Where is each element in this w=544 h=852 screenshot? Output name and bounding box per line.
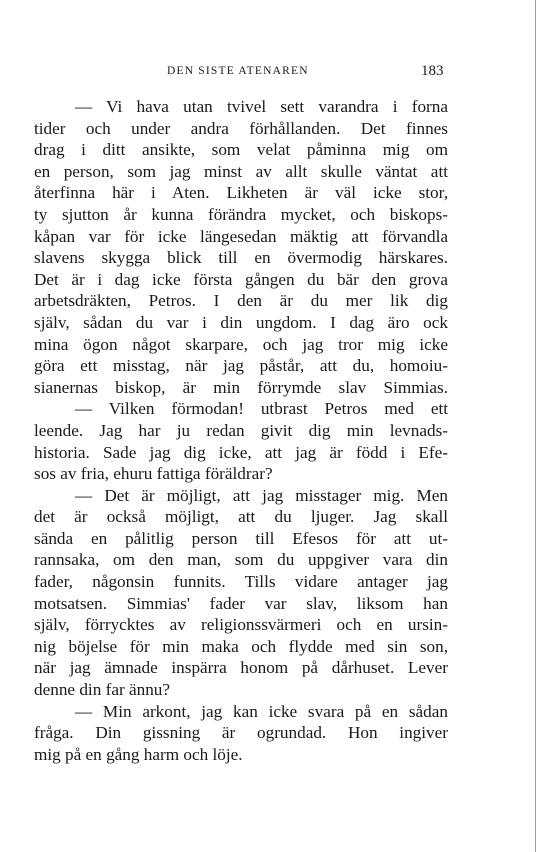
text-line: rannsaka, om den man, som du uppgiver vara din — [34, 550, 448, 570]
text-line: sända en pålitlig person till Efesos för att ut- — [34, 528, 448, 548]
text-line: mina ögon något skarpare, och jag tror mig icke — [34, 334, 448, 354]
paragraph — [34, 701, 448, 766]
paragraph — [34, 485, 448, 701]
text-line: sos av fria, ehuru fattiga föräldrar? — [34, 464, 273, 484]
text-line: nig böjelse för min maka och flydde med sin son, — [34, 636, 448, 656]
page-number: 183 — [421, 63, 444, 79]
text-line: fader, någonsin funnits. Tills vidare antager jag — [34, 572, 448, 592]
paragraph — [34, 96, 448, 398]
text-line: återfinna här i Aten. Likheten är väl icke stor, — [34, 183, 448, 203]
text-line: själv, sådan du var i din ungdom. I dag äro ock — [34, 312, 448, 332]
text-line: fråga. Din gissning är ogrundad. Hon ingiver — [34, 723, 448, 743]
text-line: Det är i dag icke första gången du bär den grova — [34, 269, 448, 289]
text-line: mig på en gång harm och löje. — [34, 744, 243, 764]
page-edge — [535, 0, 536, 852]
text-line: — Vilken förmodan! utbrast Petros med ett — [75, 399, 448, 419]
text-line: en person, som jag minst av allt skulle väntat att — [34, 161, 448, 181]
text-line: det är också möjligt, att du ljuger. Jag skall — [34, 507, 448, 527]
text-line: göra ett misstag, när jag påstår, att du, homoiu- — [34, 356, 448, 376]
text-line: motsatsen. Simmias' fader var slav, liksom han — [34, 593, 448, 613]
body-text — [34, 96, 448, 765]
text-line: — Vi hava utan tvivel sett varandra i forna — [75, 97, 448, 116]
text-line: arbetsdräkten, Petros. I den är du mer lik dig — [34, 291, 448, 311]
text-line: denne din far ännu? — [34, 680, 171, 700]
text-line: själv, förrycktes av religionssvärmeri och en ursin- — [34, 615, 448, 635]
text-line: — Det är möjligt, att jag misstager mig. Men — [75, 485, 448, 505]
text-line: drag i ditt ansikte, som velat påminna mig om — [34, 140, 448, 160]
text-line: tider och under andra förhållanden. Det finnes — [34, 118, 448, 138]
text-line: sianernas biskop, är min förrymde slav Simmias. — [34, 377, 448, 397]
text-line: ty sjutton år kunna förändra mycket, och biskops- — [34, 204, 448, 224]
text-line: — Min arkont, jag kan icke svara på en sådan — [75, 701, 448, 721]
paragraph — [34, 398, 448, 484]
text-line: kåpan var för icke längesedan mäktig att förvandla — [34, 226, 448, 246]
running-header — [0, 63, 544, 83]
text-line: leende. Jag har ju redan givit dig min levnads- — [34, 420, 448, 440]
running-title: DEN SISTE ATENAREN — [167, 65, 309, 77]
text-line: historia. Sade jag dig icke, att jag är född i Efe- — [34, 442, 448, 462]
text-line: när jag ämnade inspärra honom på dårhuset. Lever — [34, 658, 448, 678]
text-line: slavens skygga blick till en övermodig härskares. — [34, 248, 448, 268]
